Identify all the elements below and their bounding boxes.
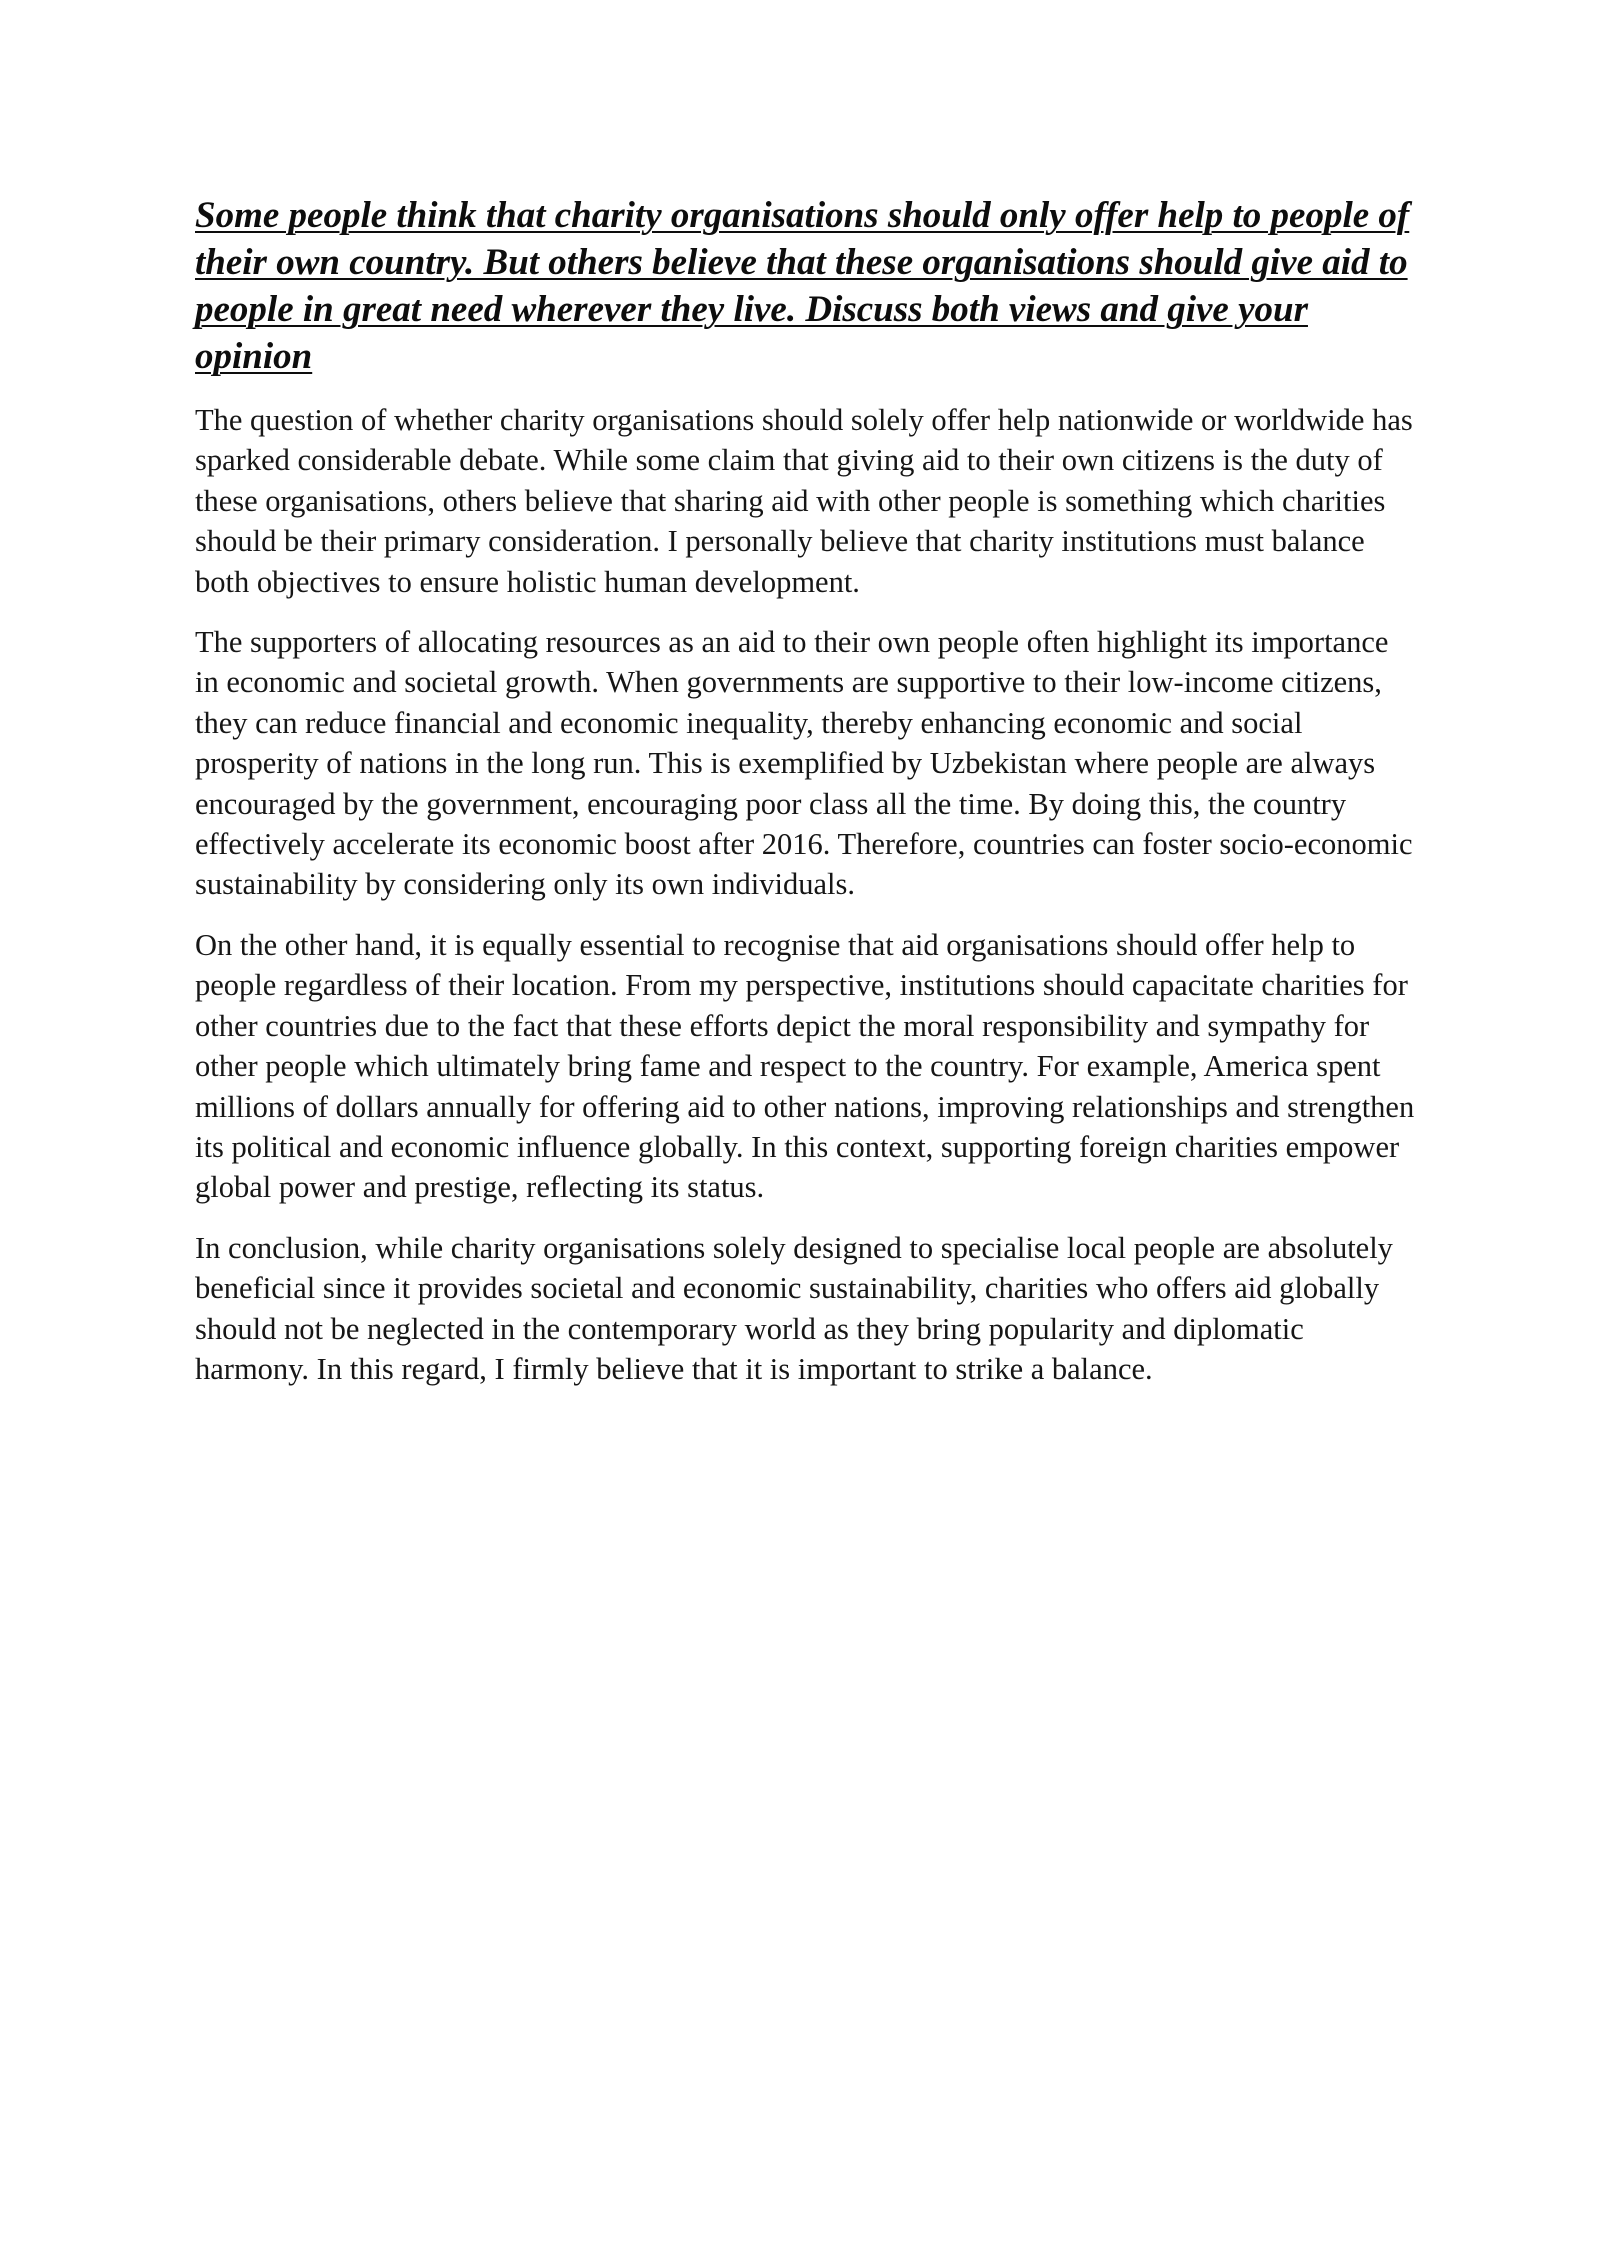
introduction-paragraph: The question of whether charity organisations should solely offer help nationwide or worldwide has sparked considerable debate. While some claim that giving aid to their own citizens is the duty of these organisations, others believe that sharing aid with other people is something which charities should be their primary consideration. I personally believe that charity institutions must balance both objectives to ensure holistic human development. <box>195 403 1413 599</box>
body-paragraph-1: The supporters of allocating resources as an aid to their own people often highlight its importance in economic and societal growth. When governments are supportive to their low-income citizens, they can reduce financial and economic inequality, thereby enhancing economic and social prosperity of nations in the long run. This is exemplified by Uzbekistan where people are always encouraged by the government, encouraging poor class all the time. By doing this, the country effectively accelerate its economic boost after 2016. Therefore, countries can foster socio-economic sustainability by considering only its own individuals. <box>195 625 1413 902</box>
conclusion-paragraph: In conclusion, while charity organisations solely designed to specialise local people are absolutely beneficial since it provides societal and economic sustainability, charities who offers aid globally should not be neglected in the contemporary world as they bring popularity and diplomatic harmony. In this regard, I firmly believe that it is important to strike a balance. <box>195 1230 1393 1386</box>
body-paragraph-2: On the other hand, it is equally essential to recognise that aid organisations should offer help to people regardless of their location. From my perspective, institutions should capacitate charities for other countries due to the fact that these efforts depict the moral responsibility and sympathy for other people which ultimately bring fame and respect to the country. For example, America spent millions of dollars annually for offering aid to other nations, improving relationships and strengthen its political and economic influence globally. In this context, supporting foreign charities empower global power and prestige, reflecting its status. <box>195 927 1415 1205</box>
essay-question-title: Some people think that charity organisations should only offer help to people of their own country. But others believe that these organisations should give aid to people in great need wherever they live. Discuss both views and give your opinion <box>195 195 1410 377</box>
document-body <box>195 192 1415 1409</box>
